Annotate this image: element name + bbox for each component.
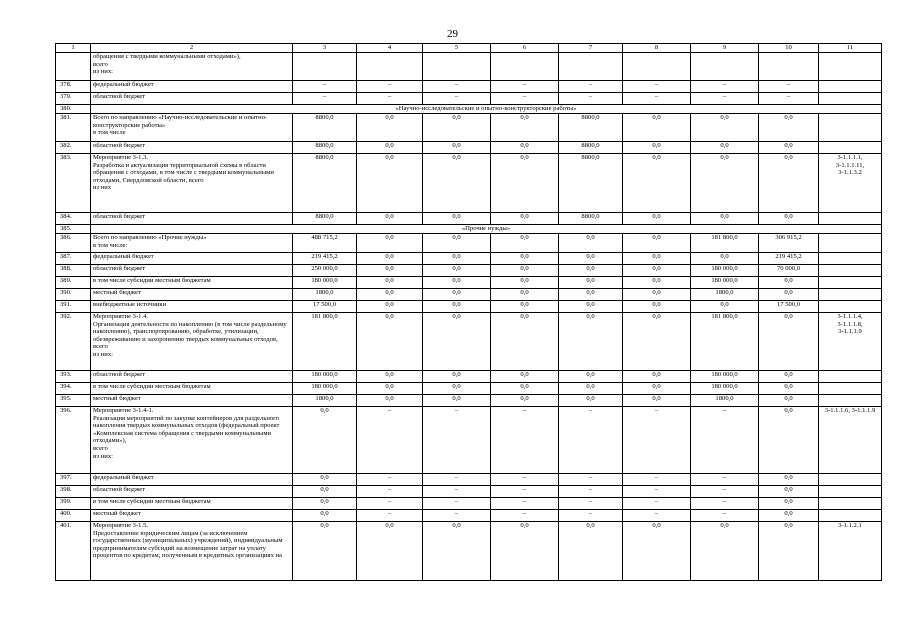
value-cell: 0,0	[491, 301, 559, 313]
row-number: 394.	[56, 383, 91, 395]
value-cell: 0,0	[491, 234, 559, 253]
value-cell: 180 000,0	[293, 277, 357, 289]
table-row	[56, 313, 882, 371]
table-row	[56, 395, 882, 407]
value-cell: 180 000,0	[691, 265, 759, 277]
target-code	[819, 213, 882, 225]
target-code	[819, 93, 882, 105]
value-cell: 0,0	[759, 313, 819, 371]
row-label: областной бюджет	[91, 142, 293, 154]
row-label: федеральный бюджет	[91, 474, 293, 486]
row-number: 379.	[56, 93, 91, 105]
value-cell: 0,0	[623, 313, 691, 371]
value-cell: 219 415,2	[293, 253, 357, 265]
target-code	[819, 498, 882, 510]
row-label: местный бюджет	[91, 510, 293, 522]
column-header: 10	[759, 44, 819, 53]
target-code	[819, 395, 882, 407]
value-cell: –	[559, 474, 623, 486]
value-cell: 1800,0	[691, 289, 759, 301]
row-label: областной бюджет	[91, 486, 293, 498]
row-number: 385.	[56, 225, 91, 234]
row-label: обращения с твердыми коммунальными отходами»), всего из них:	[91, 53, 293, 81]
value-cell: 181 800,0	[691, 313, 759, 371]
value-cell: –	[559, 510, 623, 522]
value-cell: 17 500,0	[759, 301, 819, 313]
value-cell: 0,0	[623, 395, 691, 407]
target-code: 3-1.1.2.1	[819, 522, 882, 581]
table-row	[56, 383, 882, 395]
value-cell: 0,0	[423, 371, 491, 383]
value-cell: –	[691, 486, 759, 498]
value-cell: –	[691, 498, 759, 510]
value-cell: –	[691, 474, 759, 486]
value-cell: –	[357, 407, 423, 474]
value-cell: 0,0	[491, 114, 559, 142]
target-code	[819, 234, 882, 253]
value-cell: –	[623, 407, 691, 474]
value-cell: 0,0	[691, 213, 759, 225]
column-header: 2	[91, 44, 293, 53]
target-code	[819, 289, 882, 301]
value-cell: 0,0	[423, 522, 491, 581]
row-number: 384.	[56, 213, 91, 225]
value-cell: 0,0	[623, 253, 691, 265]
value-cell: 0,0	[423, 253, 491, 265]
row-label: Всего по направлению «Прочие нужды» в том числе:	[91, 234, 293, 253]
value-cell: 0,0	[623, 213, 691, 225]
value-cell: –	[491, 498, 559, 510]
value-cell: 0,0	[691, 114, 759, 142]
row-label: Мероприятие 3-1.4. Организация деятельности по накоплению (в том числе раздельному накоплению), транспортированию, обработке, утилизации, обезвреживанию и захоронению твердых коммунальных отходов, всего из них:	[91, 313, 293, 371]
value-cell: 180 000,0	[691, 371, 759, 383]
value-cell: 0,0	[623, 301, 691, 313]
value-cell: 181 800,0	[293, 313, 357, 371]
value-cell: –	[691, 407, 759, 474]
value-cell: 0,0	[491, 371, 559, 383]
table-row	[56, 277, 882, 289]
value-cell: 0,0	[691, 522, 759, 581]
value-cell: 0,0	[623, 154, 691, 213]
value-cell: 0,0	[559, 395, 623, 407]
target-code	[819, 371, 882, 383]
value-cell: 8800,0	[293, 114, 357, 142]
value-cell: 0,0	[691, 253, 759, 265]
value-cell: –	[623, 93, 691, 105]
value-cell: 0,0	[691, 301, 759, 313]
target-code	[819, 253, 882, 265]
column-header: 1	[56, 44, 91, 53]
value-cell: 180 000,0	[691, 277, 759, 289]
value-cell: 0,0	[759, 142, 819, 154]
value-cell: –	[357, 510, 423, 522]
value-cell: 1800,0	[293, 395, 357, 407]
value-cell: 0,0	[491, 383, 559, 395]
table-row	[56, 93, 882, 105]
value-cell: 0,0	[423, 313, 491, 371]
row-label: федеральный бюджет	[91, 253, 293, 265]
value-cell: –	[623, 498, 691, 510]
row-label: Мероприятие 3-1.4-1. Реализация мероприятий по закупке контейнеров для раздельного накопления твердых коммунальных отходов (федеральный проект «Комплексная система обращения с твердыми коммунальными отходами»), всего из них:	[91, 407, 293, 474]
value-cell	[623, 53, 691, 81]
value-cell: –	[623, 510, 691, 522]
value-cell: –	[559, 407, 623, 474]
row-label: федеральный бюджет	[91, 81, 293, 93]
value-cell: –	[491, 93, 559, 105]
section-title: «Научно-исследовательские и опытно-конструкторские работы»	[91, 105, 882, 114]
table-body	[56, 44, 882, 581]
value-cell: –	[423, 474, 491, 486]
row-label: Всего по направлению «Научно-исследовательские и опытно-конструкторские работы» в том числе	[91, 114, 293, 142]
value-cell	[357, 53, 423, 81]
target-code	[819, 383, 882, 395]
value-cell: 181 800,0	[691, 234, 759, 253]
value-cell: 0,0	[357, 234, 423, 253]
table-row	[56, 265, 882, 277]
value-cell: 0,0	[559, 383, 623, 395]
row-number: 380.	[56, 105, 91, 114]
row-number: 398.	[56, 486, 91, 498]
column-header: 7	[559, 44, 623, 53]
row-label: областной бюджет	[91, 213, 293, 225]
column-header: 9	[691, 44, 759, 53]
row-number: 390.	[56, 289, 91, 301]
row-label: местный бюджет	[91, 289, 293, 301]
value-cell: 0,0	[491, 142, 559, 154]
value-cell: 0,0	[491, 289, 559, 301]
value-cell: 0,0	[293, 498, 357, 510]
value-cell: 0,0	[357, 114, 423, 142]
value-cell: 0,0	[623, 289, 691, 301]
row-number: 388.	[56, 265, 91, 277]
table-row	[56, 114, 882, 142]
value-cell: 0,0	[423, 277, 491, 289]
page-number: 29	[447, 28, 458, 40]
value-cell: 1800,0	[293, 289, 357, 301]
value-cell: –	[759, 93, 819, 105]
value-cell: 0,0	[293, 486, 357, 498]
value-cell: 0,0	[491, 154, 559, 213]
value-cell: 180 000,0	[293, 371, 357, 383]
table-row	[56, 234, 882, 253]
value-cell: 0,0	[623, 265, 691, 277]
value-cell: –	[357, 93, 423, 105]
value-cell: 0,0	[623, 142, 691, 154]
value-cell: –	[357, 486, 423, 498]
value-cell: 0,0	[623, 234, 691, 253]
value-cell	[759, 53, 819, 81]
value-cell: 8800,0	[559, 213, 623, 225]
value-cell: 488 715,2	[293, 234, 357, 253]
value-cell: 0,0	[357, 142, 423, 154]
row-number: 378.	[56, 81, 91, 93]
value-cell: 0,0	[759, 383, 819, 395]
value-cell: 0,0	[357, 265, 423, 277]
row-number: 382.	[56, 142, 91, 154]
value-cell: 0,0	[423, 265, 491, 277]
value-cell: 0,0	[357, 289, 423, 301]
value-cell: –	[491, 81, 559, 93]
value-cell: 219 415,2	[759, 253, 819, 265]
row-label: в том числе субсидии местным бюджетам	[91, 383, 293, 395]
value-cell: 0,0	[491, 277, 559, 289]
value-cell: 0,0	[759, 510, 819, 522]
value-cell: 0,0	[759, 474, 819, 486]
table-row	[56, 213, 882, 225]
value-cell: 0,0	[357, 277, 423, 289]
value-cell: –	[759, 81, 819, 93]
table-row	[56, 253, 882, 265]
row-number: 400.	[56, 510, 91, 522]
row-number: 395.	[56, 395, 91, 407]
value-cell: –	[491, 510, 559, 522]
column-header: 11	[819, 44, 882, 53]
value-cell: 0,0	[759, 522, 819, 581]
value-cell: –	[293, 81, 357, 93]
value-cell: –	[423, 486, 491, 498]
value-cell: 0,0	[423, 383, 491, 395]
value-cell: 0,0	[423, 301, 491, 313]
value-cell: –	[559, 93, 623, 105]
value-cell: –	[691, 93, 759, 105]
value-cell: 0,0	[559, 277, 623, 289]
value-cell	[691, 53, 759, 81]
value-cell: 0,0	[423, 142, 491, 154]
table-row	[56, 154, 882, 213]
table-row	[56, 474, 882, 486]
value-cell: –	[491, 474, 559, 486]
value-cell: –	[357, 81, 423, 93]
value-cell: 8800,0	[559, 114, 623, 142]
row-number: 401.	[56, 522, 91, 581]
value-cell: 0,0	[759, 395, 819, 407]
value-cell: 0,0	[491, 395, 559, 407]
value-cell: 8800,0	[559, 142, 623, 154]
value-cell: 0,0	[759, 277, 819, 289]
value-cell: –	[423, 498, 491, 510]
value-cell: 0,0	[559, 522, 623, 581]
row-number: 399.	[56, 498, 91, 510]
value-cell: 0,0	[423, 289, 491, 301]
value-cell: 0,0	[559, 301, 623, 313]
value-cell: 0,0	[559, 371, 623, 383]
value-cell: 0,0	[759, 498, 819, 510]
target-code	[819, 301, 882, 313]
row-label: областной бюджет	[91, 265, 293, 277]
table-row	[56, 81, 882, 93]
row-label: Мероприятие 3-1.5. Предоставление юридическим лицам (за исключением государственных (муниципальных) учреждений), индивидуальным предпринимателям субсидий на возмещение затрат на уплату процентов по кредитам, полученным в кредитных организациях на	[91, 522, 293, 581]
row-number: 392.	[56, 313, 91, 371]
value-cell: 0,0	[357, 371, 423, 383]
row-label: областной бюджет	[91, 371, 293, 383]
row-label: местный бюджет	[91, 395, 293, 407]
value-cell: 17 500,0	[293, 301, 357, 313]
table-row	[56, 142, 882, 154]
target-code	[819, 277, 882, 289]
value-cell	[559, 53, 623, 81]
value-cell: –	[691, 510, 759, 522]
value-cell: 250 000,0	[293, 265, 357, 277]
value-cell: 0,0	[623, 277, 691, 289]
row-number: 391.	[56, 301, 91, 313]
value-cell: 0,0	[357, 522, 423, 581]
row-label: Мероприятие 3-1.3. Разработка и актуализация территориальной схемы в области обращения с отходами, в том числе с твердыми коммунальными отходами, Свердловской области, всего из них	[91, 154, 293, 213]
value-cell	[423, 53, 491, 81]
header-row	[56, 44, 882, 53]
table-row	[56, 510, 882, 522]
section-row	[56, 225, 882, 234]
value-cell	[491, 53, 559, 81]
row-number: 389.	[56, 277, 91, 289]
value-cell: 306 915,2	[759, 234, 819, 253]
value-cell: –	[559, 486, 623, 498]
value-cell: 0,0	[357, 213, 423, 225]
value-cell: –	[357, 474, 423, 486]
target-code	[819, 265, 882, 277]
target-code: 3-1.1.1.6, 3-1.1.1.9	[819, 407, 882, 474]
value-cell: 0,0	[293, 510, 357, 522]
row-number: 396.	[56, 407, 91, 474]
column-header: 5	[423, 44, 491, 53]
value-cell: 0,0	[423, 395, 491, 407]
value-cell: 0,0	[759, 486, 819, 498]
value-cell: 0,0	[491, 253, 559, 265]
value-cell: –	[423, 81, 491, 93]
value-cell: 8800,0	[559, 154, 623, 213]
value-cell: 0,0	[559, 289, 623, 301]
value-cell: 0,0	[759, 213, 819, 225]
value-cell: 0,0	[559, 234, 623, 253]
value-cell: 180 000,0	[691, 383, 759, 395]
value-cell: –	[491, 407, 559, 474]
value-cell: 0,0	[691, 142, 759, 154]
value-cell: 0,0	[759, 154, 819, 213]
value-cell: 0,0	[293, 407, 357, 474]
value-cell: 8800,0	[293, 154, 357, 213]
value-cell: 8800,0	[293, 142, 357, 154]
value-cell: –	[293, 93, 357, 105]
row-number: 381.	[56, 114, 91, 142]
row-label: в том числе субсидии местным бюджетам	[91, 277, 293, 289]
table-row	[56, 53, 882, 81]
column-header: 6	[491, 44, 559, 53]
value-cell: 0,0	[559, 253, 623, 265]
target-code	[819, 510, 882, 522]
section-title: «Прочие нужды»	[91, 225, 882, 234]
target-code	[819, 486, 882, 498]
value-cell: 0,0	[293, 474, 357, 486]
value-cell: 0,0	[423, 213, 491, 225]
table-row	[56, 301, 882, 313]
budget-table	[55, 43, 882, 581]
value-cell: –	[423, 407, 491, 474]
target-code	[819, 53, 882, 81]
target-code: 3-1.1.1.4, 3-1.1.1.8, 3-1.1.1.9	[819, 313, 882, 371]
value-cell: 0,0	[423, 154, 491, 213]
column-header: 4	[357, 44, 423, 53]
value-cell: 0,0	[357, 395, 423, 407]
value-cell: –	[423, 93, 491, 105]
value-cell: 0,0	[559, 313, 623, 371]
value-cell: 0,0	[491, 522, 559, 581]
value-cell: 0,0	[623, 383, 691, 395]
target-code	[819, 114, 882, 142]
table-row	[56, 407, 882, 474]
value-cell: 0,0	[357, 154, 423, 213]
value-cell: –	[491, 486, 559, 498]
column-header: 3	[293, 44, 357, 53]
value-cell: 0,0	[759, 289, 819, 301]
table-row	[56, 289, 882, 301]
value-cell: –	[691, 81, 759, 93]
target-code	[819, 81, 882, 93]
value-cell: 180 000,0	[293, 383, 357, 395]
value-cell: 0,0	[759, 114, 819, 142]
value-cell: 0,0	[759, 371, 819, 383]
value-cell: –	[559, 498, 623, 510]
value-cell: 0,0	[491, 313, 559, 371]
value-cell: 8800,0	[293, 213, 357, 225]
section-row	[56, 105, 882, 114]
table-row	[56, 498, 882, 510]
value-cell: –	[623, 81, 691, 93]
value-cell: 0,0	[423, 234, 491, 253]
target-code	[819, 142, 882, 154]
table-row	[56, 371, 882, 383]
value-cell: 0,0	[423, 114, 491, 142]
target-code: 3-1.1.1.1, 3-1.1.1.11, 3-1.1.3.2	[819, 154, 882, 213]
column-header: 8	[623, 44, 691, 53]
value-cell: 0,0	[623, 371, 691, 383]
value-cell: –	[559, 81, 623, 93]
value-cell: 0,0	[293, 522, 357, 581]
value-cell: –	[623, 486, 691, 498]
value-cell: 70 000,0	[759, 265, 819, 277]
value-cell: 0,0	[357, 383, 423, 395]
value-cell	[293, 53, 357, 81]
value-cell: 0,0	[559, 265, 623, 277]
row-number: 393.	[56, 371, 91, 383]
row-number	[56, 53, 91, 81]
row-number: 386.	[56, 234, 91, 253]
value-cell: 0,0	[491, 213, 559, 225]
value-cell: –	[357, 498, 423, 510]
row-number: 397.	[56, 474, 91, 486]
row-label: внебюджетные источники	[91, 301, 293, 313]
table-row	[56, 522, 882, 581]
row-number: 387.	[56, 253, 91, 265]
row-label: областной бюджет	[91, 93, 293, 105]
value-cell: 0,0	[357, 313, 423, 371]
value-cell: –	[623, 474, 691, 486]
value-cell: 0,0	[491, 265, 559, 277]
target-code	[819, 474, 882, 486]
value-cell: 0,0	[623, 114, 691, 142]
value-cell: 0,0	[691, 154, 759, 213]
value-cell: 0,0	[357, 301, 423, 313]
value-cell: 0,0	[759, 407, 819, 474]
value-cell: 1800,0	[691, 395, 759, 407]
value-cell: 0,0	[623, 522, 691, 581]
value-cell: 0,0	[357, 253, 423, 265]
row-number: 383.	[56, 154, 91, 213]
value-cell: –	[423, 510, 491, 522]
row-label: в том числе субсидии местным бюджетам	[91, 498, 293, 510]
table-row	[56, 486, 882, 498]
